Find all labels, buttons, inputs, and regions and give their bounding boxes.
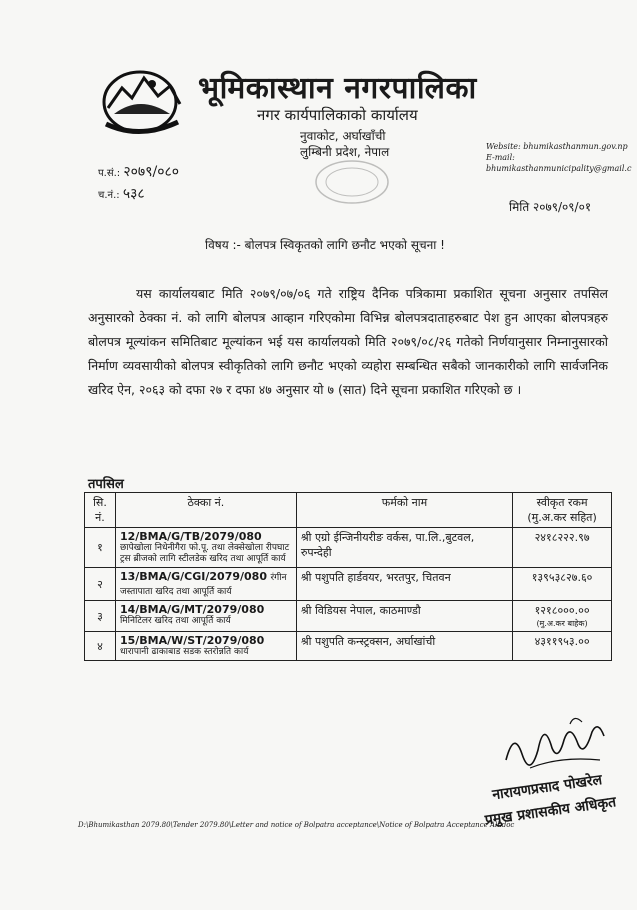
amount-value: १२१८०००.०० [534,604,590,617]
office-name: भूमिकास्थान नगरपालिका [198,71,477,106]
office-stamp [312,158,392,206]
cell-firm: श्री पशुपति हार्डवयर, भरतपुर, चितवन [296,568,512,601]
header-firm: फर्मको नाम [296,493,512,528]
address-line-1: नुवाकोट, अर्घाखाँची [300,129,386,143]
cell-sn: ३ [85,601,116,632]
contract-table [84,492,612,661]
email-text: E-mail: bhumikasthanmunicipality@gmail.c [486,153,632,173]
amount-note: (मु.अ.कर बाहेक) [536,619,588,628]
contact-info [486,141,637,174]
signatory-name: नारायणप्रसाद पोखरेल [491,772,604,804]
chalani-value: ५३८ [122,186,145,202]
cell-amount [513,568,612,601]
municipality-logo [100,64,188,136]
cell-firm: श्री पशुपति कन्स्ट्रक्सन, अर्घाखांची [296,632,512,661]
office-subtitle: नगर कार्यपालिकाको कार्यालय [257,106,418,124]
amount-value: १३९५३८२७.६० [531,571,593,584]
cell-contract [115,568,296,601]
website-text: Website: bhumikasthanmun.gov.np [486,142,628,151]
cell-sn: ४ [85,632,116,661]
letter-date: मिति २०७९/०९/०१ [509,200,592,214]
chalani-label: च.नं.: [98,190,120,201]
office-address [300,128,389,160]
letter-body: यस कार्यालयबाट मिति २०७९/०७/०६ गते राष्ट्रिय दैनिक पत्रिकामा प्रकाशित सूचना अनुसार तपसिल अनुसारको ठेक्का नं. को लागि बोलपत्र आव्हान गरिएकोमा विभिन्न बोलपत्रदाताहरुबाट पेश हुन आएका बोलपत्रहरु बोलपत्र मूल्यांकन समितिबाट मूल्यांकन भई यस कार्यालयको मिति २०७९/०८/२६ गतेको निर्णयानुसार निम्नानुसारको निर्माण व्यवसायीको बोलपत्र स्वीकृतिको लागि छनौट भएको व्यहोरा सम्बन्धित सबैको जानकारीको लागि सार्वजनिक खरिद ऐन, २०६३ को दफा २७ र दफा ४७ अनुसार यो ७ (सात) दिने सूचना प्रकाशित गरिएको छ । [88,286,608,397]
contract-code: 14/BMA/G/MT/2079/080 [119,603,265,616]
file-path-footer: D:\Bhumikasthan 2079.80\Tender 2079.80\Letter and notice of Bolpatra acceptance\Notice of Bolpatra Acceptance All.doc [78,821,515,829]
cell-amount [513,528,612,568]
signatory-designation: प्रमुख प्रशासकीय अधिकृत [483,794,618,829]
cell-sn: २ [85,568,116,601]
patra-value: २०७९/०८० [123,164,180,180]
contract-code: 12/BMA/G/TB/2079/080 [119,530,262,543]
contract-desc: रंगीन जस्तापाता खरिद तथा आपूर्ति कार्य [119,573,287,597]
address-line-2: लुम्बिनी प्रदेश, नेपाल [300,145,390,159]
contract-code: 13/BMA/G/CGI/2079/080 [119,570,267,583]
contract-desc: धारापानी ढाकाबाड सडक स्तरोन्नति कार्य [119,647,249,657]
cell-sn: १ [85,528,116,568]
table-row [85,528,612,568]
cell-contract [115,528,296,568]
reference-block [98,162,179,206]
schedule-heading: तपसिल [88,477,124,492]
table-row [85,632,612,661]
letter-subject: विषय :- बोलपत्र स्विकृतको लागि छनौट भएको सूचना ! [205,238,445,252]
amount-value: २४१८२२२.९७ [534,531,590,544]
header-contract: ठेक्का नं. [115,493,296,528]
patra-sankhya [98,162,179,184]
header-amount: स्वीकृत रकम (मु.अ.कर सहित) [513,493,612,528]
cell-firm: श्री विडियस नेपाल, काठमाण्डौ [296,601,512,632]
cell-contract [115,601,296,632]
cell-contract [115,632,296,661]
amount-value: ४३११९५३.०० [534,635,590,648]
cell-amount [513,601,612,632]
contract-desc: छापेखोला निधेनीगैरा फो.पू. तथा लेक्सेखोला रीपघाट ट्रस ब्रीजको लागि स्टीलडेक खरिद तथा आपूर्ति कार्य [119,543,290,564]
header-sn: सि. नं. [85,493,116,528]
cell-firm: श्री एग्रो ईन्जिनीयरीङ वर्कस, पा.लि.,बुटवल, रुपन्देही [296,528,512,568]
contract-desc: मिनिटिलर खरिद तथा आपूर्ति कार्य [119,616,231,626]
patra-label: प.सं.: [98,168,121,179]
contract-code: 15/BMA/W/ST/2079/080 [119,634,265,647]
table-header-row [85,493,612,528]
chalani-number [98,184,179,206]
table-row [85,601,612,632]
table-row [85,568,612,601]
cell-amount [513,632,612,661]
handwritten-signature [500,710,610,775]
